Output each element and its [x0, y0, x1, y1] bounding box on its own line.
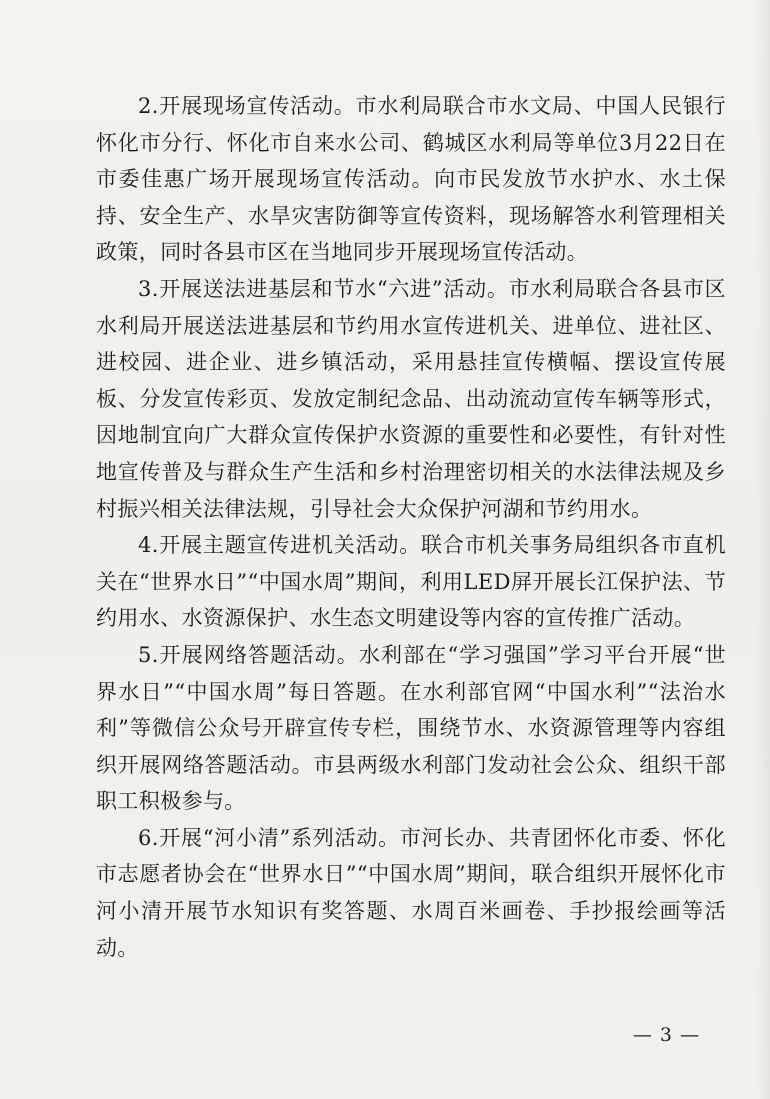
paragraph-theme-publicity: 4.开展主题宣传进机关活动。联合市机关事务局组织各市直机关在“世界水日”“中国水周”期间，利用LED屏开展长江保护法、节约用水、水资源保护、水生态文明建设等内容的宣传推广活动。: [96, 533, 726, 631]
paragraph-river-clean: 6.开展“河小清”系列活动。市河长办、共青团怀化市委、怀化市志愿者协会在“世界水日”“中国水周”期间，联合组织开展怀化市河小清开展节水知识有奖答题、水周百米画卷、手抄报绘画等活动。: [96, 825, 726, 960]
page-number: — 3 —: [632, 1024, 700, 1046]
paragraph-onsite-publicity: 2.开展现场宣传活动。市水利局联合市水文局、中国人民银行怀化市分行、怀化市自来水公司、鹤城区水利局等单位3月22日在市委佳惠广场开展现场宣传活动。向市民发放节水护水、水土保持、安全生产、水旱灾害防御等宣传资料，现场解答水利管理相关政策，同时各县市区在当地同步开展现场宣传活动。: [96, 94, 726, 265]
paragraph-online-quiz: 5.开展网络答题活动。水利部在“学习强国”学习平台开展“世界水日”“中国水周”每日答题。在水利部官网“中国水利”“法治水利”等微信公众号开辟宣传专栏，围绕节水、水资源管理等内容组织开展网络答题活动。市县两级水利部门发动社会公众、组织干部职工积极参与。: [96, 642, 726, 814]
paragraph-law-to-grassroots: 3.开展送法进基层和节水“六进”活动。市水利局联合各县市区水利局开展送法进基层和节约用水宣传进机关、进单位、进社区、进校园、进企业、进乡镇活动，采用悬挂宣传横幅、摆设宣传展板、分发宣传彩页、发放定制纪念品、出动流动宣传车辆等形式，因地制宜向广大群众宣传保护水资源的重要性和必要性，有针对性地宣传普及与群众生产生活和乡村治理密切相关的水法律法规及乡村振兴相关法律法规，引导社会大众保护河湖和节约用水。: [96, 276, 726, 521]
document-body: [96, 88, 726, 966]
scan-edge-shadow: [756, 0, 770, 1099]
